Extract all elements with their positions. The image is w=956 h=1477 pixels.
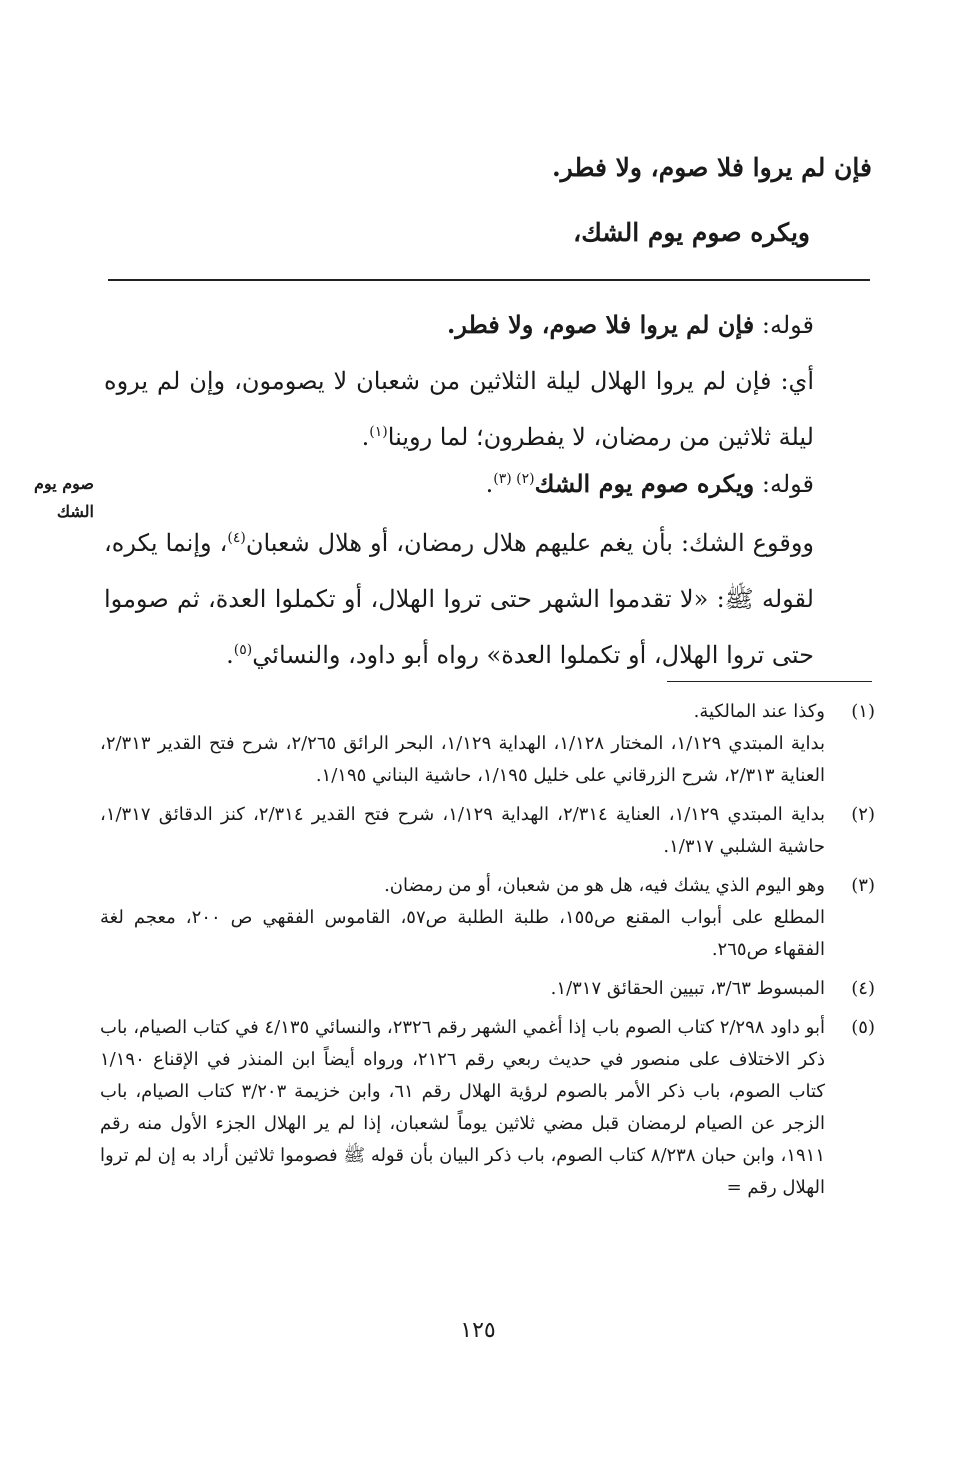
footnote-ref[interactable]: (١): [369, 424, 388, 440]
matn-quote: فإن لم يروا فلا صوم، ولا فطر.: [447, 310, 755, 339]
explanation-text: أي: فإن لم يروا الهلال ليلة الثلاثين من شعبان لا يصومون، وإن لم يروه ليلة ثلاثين من رمضان، لا يفطرون؛ لما روينا: [104, 367, 814, 451]
sharh-paragraph-3: [104, 456, 874, 512]
matn-line-2: ويكره صوم يوم الشك،: [573, 218, 810, 247]
footnote-1: [100, 696, 875, 792]
matn-separator-rule: [108, 279, 870, 281]
qawluhu-label: قوله:: [761, 470, 814, 498]
footnote-ref[interactable]: (٥): [233, 642, 253, 658]
footnote-number: (٤): [851, 978, 875, 999]
explanation-text: ، وإنما يكره، لقوله ﷺ: «لا تقدموا الشهر حتى تروا الهلال، أو تكملوا العدة، ثم صوموا حتى تروا الهلال، أو تكملوا العدة» رواه أبو داود، والنسائي: [104, 529, 814, 669]
footnote-number: (٣): [851, 875, 875, 896]
sharh-paragraph-4: [104, 515, 874, 683]
footnote-text: المطلع على أبواب المقنع ص١٥٥، طلبة الطلبة ص٥٧، القاموس الفقهي ص ٢٠٠، معجم لغة الفقهاء ص٢٦٥.: [100, 907, 825, 960]
footnote-text: أبو داود ٢/٢٩٨ كتاب الصوم باب إذا أغمي الشهر رقم ٢٣٢٦، والنسائي ٤/١٣٥ في كتاب الصيام، باب ذكر الاختلاف على منصور في حديث ربعي رقم ٢١٢٦، ورواه أيضاً ابن المنذر في الإقناع ١/١٩٠ كتاب الصوم، باب ذكر الأمر بالصوم لرؤية الهلال رقم ٦١، وابن خزيمة ٣/٢٠٣ كتاب الصيام، باب الزجر عن الصيام لرمضان قبل مضي ثلاثين يوماً لشعبان، إذا لم ير الهلال الجزء الأول منه رقم ١٩١١، وابن حبان ٨/٢٣٨ كتاب الصوم، باب ذكر البيان بأن قوله ﷺ فصوموا ثلاثين أراد به إن لم تروا الهلال رقم =: [100, 1017, 826, 1198]
footnote-separator-rule: [667, 681, 872, 682]
page-number: ١٢٥: [460, 1318, 496, 1343]
matn-line-1: فإن لم يروا فلا صوم، ولا فطر.: [551, 153, 872, 182]
footnote-text: بداية المبتدي ١/١٢٩، المختار ١/١٢٨، الهداية ١/١٢٩، البحر الرائق ٢/٢٦٥، شرح فتح القدير ٢/٣١٣، العناية ٢/٣١٣، شرح الزرقاني على خليل ١/١٩٥، حاشية البناني ١/١٩٥.: [100, 733, 825, 786]
footnote-2: [100, 799, 875, 863]
footnote-4: [100, 973, 875, 1005]
footnote-ref[interactable]: (٢) (٣): [493, 471, 535, 487]
sentence-end: .: [361, 423, 370, 451]
footnote-number: (٥): [851, 1017, 875, 1038]
footnote-5: [100, 1012, 875, 1204]
footnotes-section: [100, 696, 875, 1211]
sentence-end: .: [226, 641, 234, 669]
matn-quote: ويكره صوم يوم الشك: [534, 469, 755, 498]
footnote-ref[interactable]: (٤): [227, 530, 246, 546]
explanation-text: ووقوع الشك: بأن يغم عليهم هلال رمضان، أو هلال شعبان: [245, 529, 815, 557]
footnote-text: بداية المبتدي ١/١٢٩، العناية ٢/٣١٤، الهداية ١/١٢٩، شرح فتح القدير ٢/٣١٤، كنز الدقائق ١/٣١٧، حاشية الشلبي ١/٣١٧.: [100, 804, 826, 857]
footnote-number: (١): [851, 701, 875, 722]
footnote-number: (٢): [851, 804, 875, 825]
footnote-text: وكذا عند المالكية.: [693, 701, 825, 722]
footnote-3: [100, 870, 875, 966]
margin-heading: صوم يوم الشك: [34, 474, 94, 521]
sharh-paragraph-1: [104, 297, 874, 353]
sharh-paragraph-2: [104, 353, 874, 465]
footnote-text: وهو اليوم الذي يشك فيه، هل هو من شعبان، أو من رمضان.: [384, 875, 825, 896]
footnote-text: المبسوط ٣/٦٣، تبيين الحقائق ١/٣١٧.: [550, 978, 825, 999]
sentence-end: .: [485, 470, 494, 498]
qawluhu-label: قوله:: [761, 311, 814, 339]
